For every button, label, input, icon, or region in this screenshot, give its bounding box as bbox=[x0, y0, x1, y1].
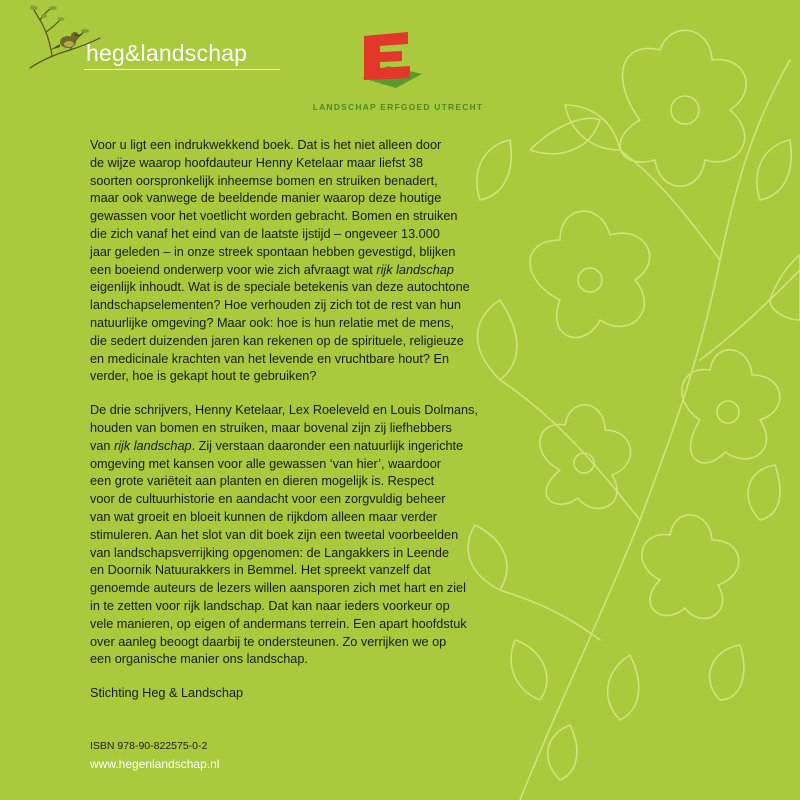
paragraph-1-emphasis: rijk landschap bbox=[376, 262, 454, 277]
cover-text bbox=[90, 137, 502, 719]
paragraph-2-part-a: De drie schrijvers, Henny Ketelaar, Lex Roeleveld en Louis Dolmans, houden van bomen en struiken, maar bovenal zijn zij liefhebbers van bbox=[90, 403, 478, 453]
paragraph-1 bbox=[90, 137, 502, 386]
paragraph-2-part-b: . Zij verstaan daaronder een natuurlijk ingerichte omgeving met kansen voor alle gewassen ‘van hier’, waardoor een grote variëteit aan planten en dieren mogelijk is. Respect voor de cultuurhistorie en aandacht voor een zorgvuldig beheer van wat groeit en bloeit kunnen de rijkdom alleen maar verder stimuleren. Aan het slot van dit boek zijn een tweetal voorbeelden van landschapsverrijking opgenomen: de Langakkers in Leende en Doornik Natuurakkers in Bemmel. Het spreekt vanzelf dat genoemde auteurs de lezers willen aansporen zich met hart en ziel in te zetten voor rijk landschap. Dat kan naar ieders voorkeur op vele manieren, op eigen of andermans terrein. Een apart hoofdstuk over aanleg beoogt daarbij te ondersteunen. Zo verrijken we op een organische manier ons landschap. bbox=[90, 438, 467, 667]
paragraph-2 bbox=[90, 402, 502, 669]
landschap-erfgoed-logo-icon bbox=[356, 30, 426, 90]
paragraph-1-part-b: eigenlijk inhoudt. Wat is de speciale betekenis van deze autochtone landschapselementen? Hoe verhouden zij zich tot de rest van hun natuurlijke omgeving? Maar ook: hoe is hun relatie met de mens, die sedert duizenden jaren kan rekenen op de spirituele, religieuze en medicinale krachten van het levende en vruchtbare hout? En verder, hoe is gekapt hout te gebruiken? bbox=[90, 280, 470, 384]
paragraph-1-part-a: Voor u ligt een indrukwekkend boek. Dat is het niet alleen door de wijze waarop hoofdauteur Henny Ketelaar maar liefst 38 soorten oorspronkelijk inheemse bomen en struiken benadert, maar ook vanwege de beeldende manier waarop deze houtige gewassen voor het voetlicht worden gebracht. Bomen en struiken die zich vanaf het eind van de laatste ijstijd – ongeveer 13.000 jaar geleden – in onze streek spontaan hebben gevestigd, blijken een boeiend onderwerp voor wie zich afvraagt wat bbox=[90, 138, 458, 277]
brand-name: heg&landschap bbox=[86, 40, 248, 66]
partner-logo-text: LANDSCHAP ERFGOED UTRECHT bbox=[312, 102, 484, 112]
paragraph-2-emphasis: rijk landschap bbox=[113, 438, 192, 453]
isbn-number: ISBN 978-90-822575-0-2 bbox=[90, 740, 208, 752]
brand-underline bbox=[84, 69, 280, 70]
website-url: www.hegenlandschap.nl bbox=[90, 757, 220, 771]
signature: Stichting Heg & Landschap bbox=[90, 686, 244, 701]
